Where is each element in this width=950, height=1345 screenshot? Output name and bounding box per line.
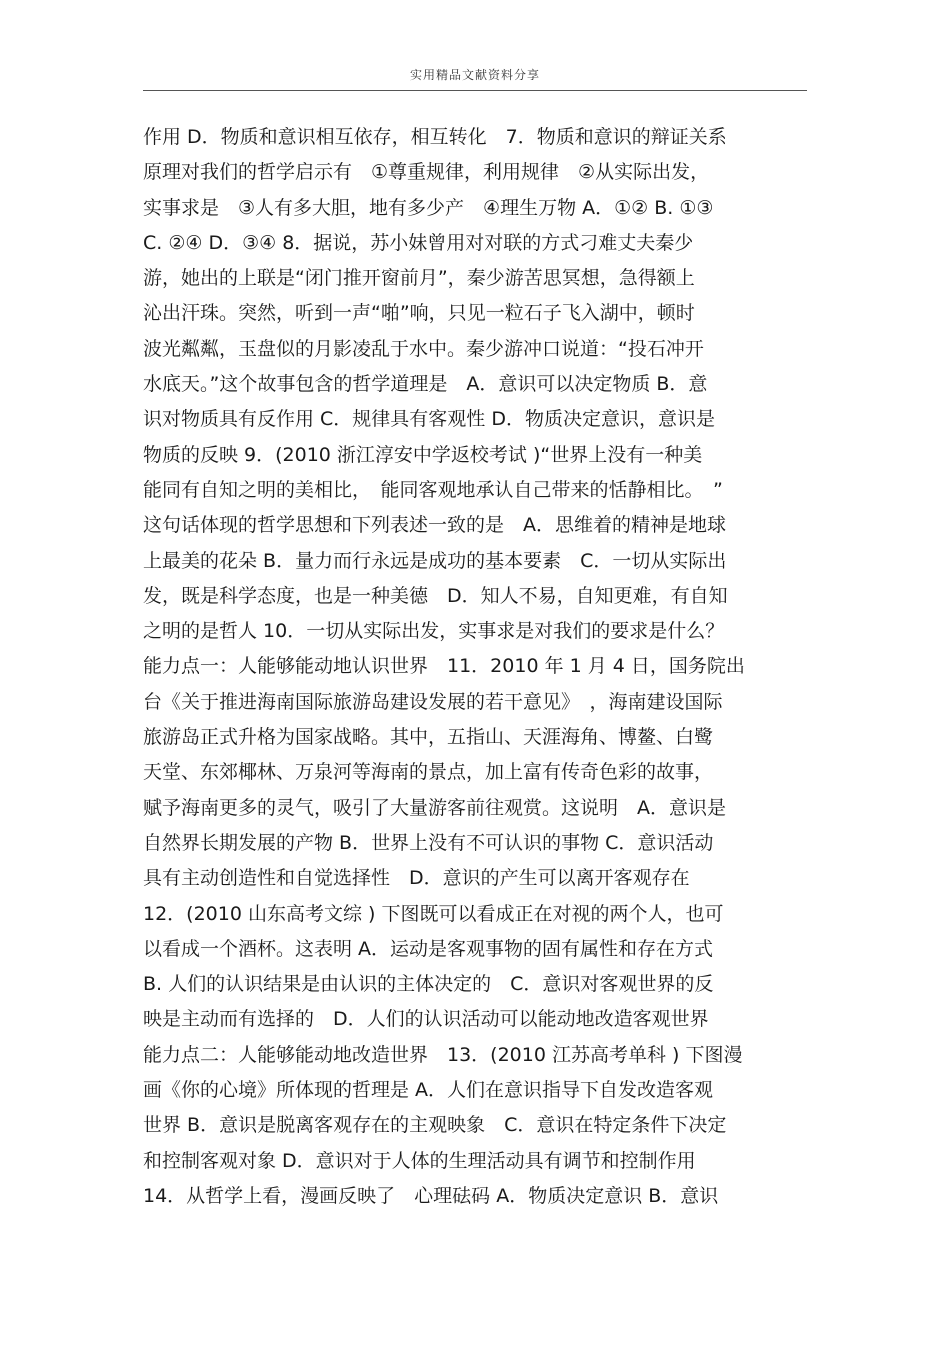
body-text-line: C. ②④ D．③④ 8．据说，苏小妹曾用对对联的方式刁难丈夫秦少 — [143, 231, 694, 254]
body-text-line: 具有主动创造性和自觉选择性 D．意识的产生可以离开客观存在 — [143, 867, 690, 890]
body-text-line: 自然界长期发展的产物 B．世界上没有不可认识的事物 C．意识活动 — [143, 831, 714, 854]
page-header-title: 实用精品文献资料分享 — [409, 68, 540, 82]
body-text-line: 能力点一：人能够能动地认识世界 11．2010 年 1 月 4 日，国务院出 — [143, 655, 745, 678]
body-text-line: B. 人们的认识结果是由认识的主体决定的 C．意识对客观世界的反 — [143, 973, 714, 996]
header-divider — [143, 90, 807, 91]
body-text-line: 实事求是 ③人有多大胆，地有多少产 ④理生万物 A．①② B. ①③ — [143, 196, 714, 219]
body-text-line: 14．从哲学上看，漫画反映了 心理砝码 A．物质决定意识 B．意识 — [143, 1184, 719, 1207]
body-text-line: 和控制客观对象 D．意识对于人体的生理活动具有调节和控制作用 — [143, 1149, 696, 1172]
body-text-line: 12．(2010 山东高考文综 ) 下图既可以看成正在对视的两个人，也可 — [143, 902, 724, 925]
body-text-line: 游，她出的上联是“闭门推开窗前月”，秦少游苦思冥想，急得额上 — [143, 267, 695, 290]
body-text-line: 赋予海南更多的灵气，吸引了大量游客前往观赏。这说明 A．意识是 — [143, 796, 726, 819]
body-text-line: 能力点二：人能够能动地改造世界 13．(2010 江苏高考单科 ) 下图漫 — [143, 1043, 743, 1066]
body-text-line: 发，既是科学态度，也是一种美德 D．知人不易，自知更难，有自知 — [143, 584, 728, 607]
body-text-line: 映是主动而有选择的 D．人们的认识活动可以能动地改造客观世界 — [143, 1008, 709, 1031]
body-text-line: 旅游岛正式升格为国家战略。其中，五指山、天涯海角、博鳌、白鹭 — [143, 726, 714, 749]
body-text-line: 物质的反映 9．(2010 浙江淳安中学返校考试 )“世界上没有一种美 — [143, 443, 703, 466]
document-body — [143, 120, 807, 1214]
body-text-line: 这句话体现的哲学思想和下列表述一致的是 A．思维着的精神是地球 — [143, 514, 726, 537]
body-text-line: 波光粼粼，玉盘似的月影凌乱于水中。秦少游冲口说道：“投石冲开 — [143, 337, 704, 360]
body-text-line: 水底天。”这个故事包含的哲学道理是 A．意识可以决定物质 B．意 — [143, 373, 708, 396]
body-text-line: 识对物质具有反作用 C．规律具有客观性 D．物质决定意识，意识是 — [143, 408, 715, 431]
body-text-line: 以看成一个酒杯。这表明 A．运动是客观事物的固有属性和存在方式 — [143, 937, 714, 960]
body-text-line: 画《你的心境》所体现的哲理是 A．人们在意识指导下自发改造客观 — [143, 1079, 714, 1102]
body-text-line: 天堂、东郊椰林、万泉河等海南的景点，加上富有传奇色彩的故事， — [143, 761, 714, 784]
body-text-line: 台《关于推进海南国际旅游岛建设发展的若干意见》 ，海南建设国际 — [143, 690, 723, 713]
body-text-line: 能同有自知之明的美相比， 能同客观地承认自己带来的恬静相比。 ” — [143, 478, 723, 501]
body-text-line: 上最美的花朵 B．量力而行永远是成功的基本要素 C．一切从实际出 — [143, 549, 727, 572]
body-text-line: 之明的是哲人 10．一切从实际出发，实事求是对我们的要求是什么？ — [143, 620, 725, 643]
body-text-line: 原理对我们的哲学启示有 ①尊重规律，利用规律 ②从实际出发， — [143, 161, 710, 184]
body-text-line: 沁出汗珠。突然，听到一声“啪”响，只见一粒石子飞入湖中，顿时 — [143, 302, 695, 325]
body-text-line: 世界 B．意识是脱离客观存在的主观映象 C．意识在特定条件下决定 — [143, 1114, 727, 1137]
body-text-line: 作用 D．物质和意识相互依存，相互转化 7．物质和意识的辩证关系 — [143, 126, 727, 148]
